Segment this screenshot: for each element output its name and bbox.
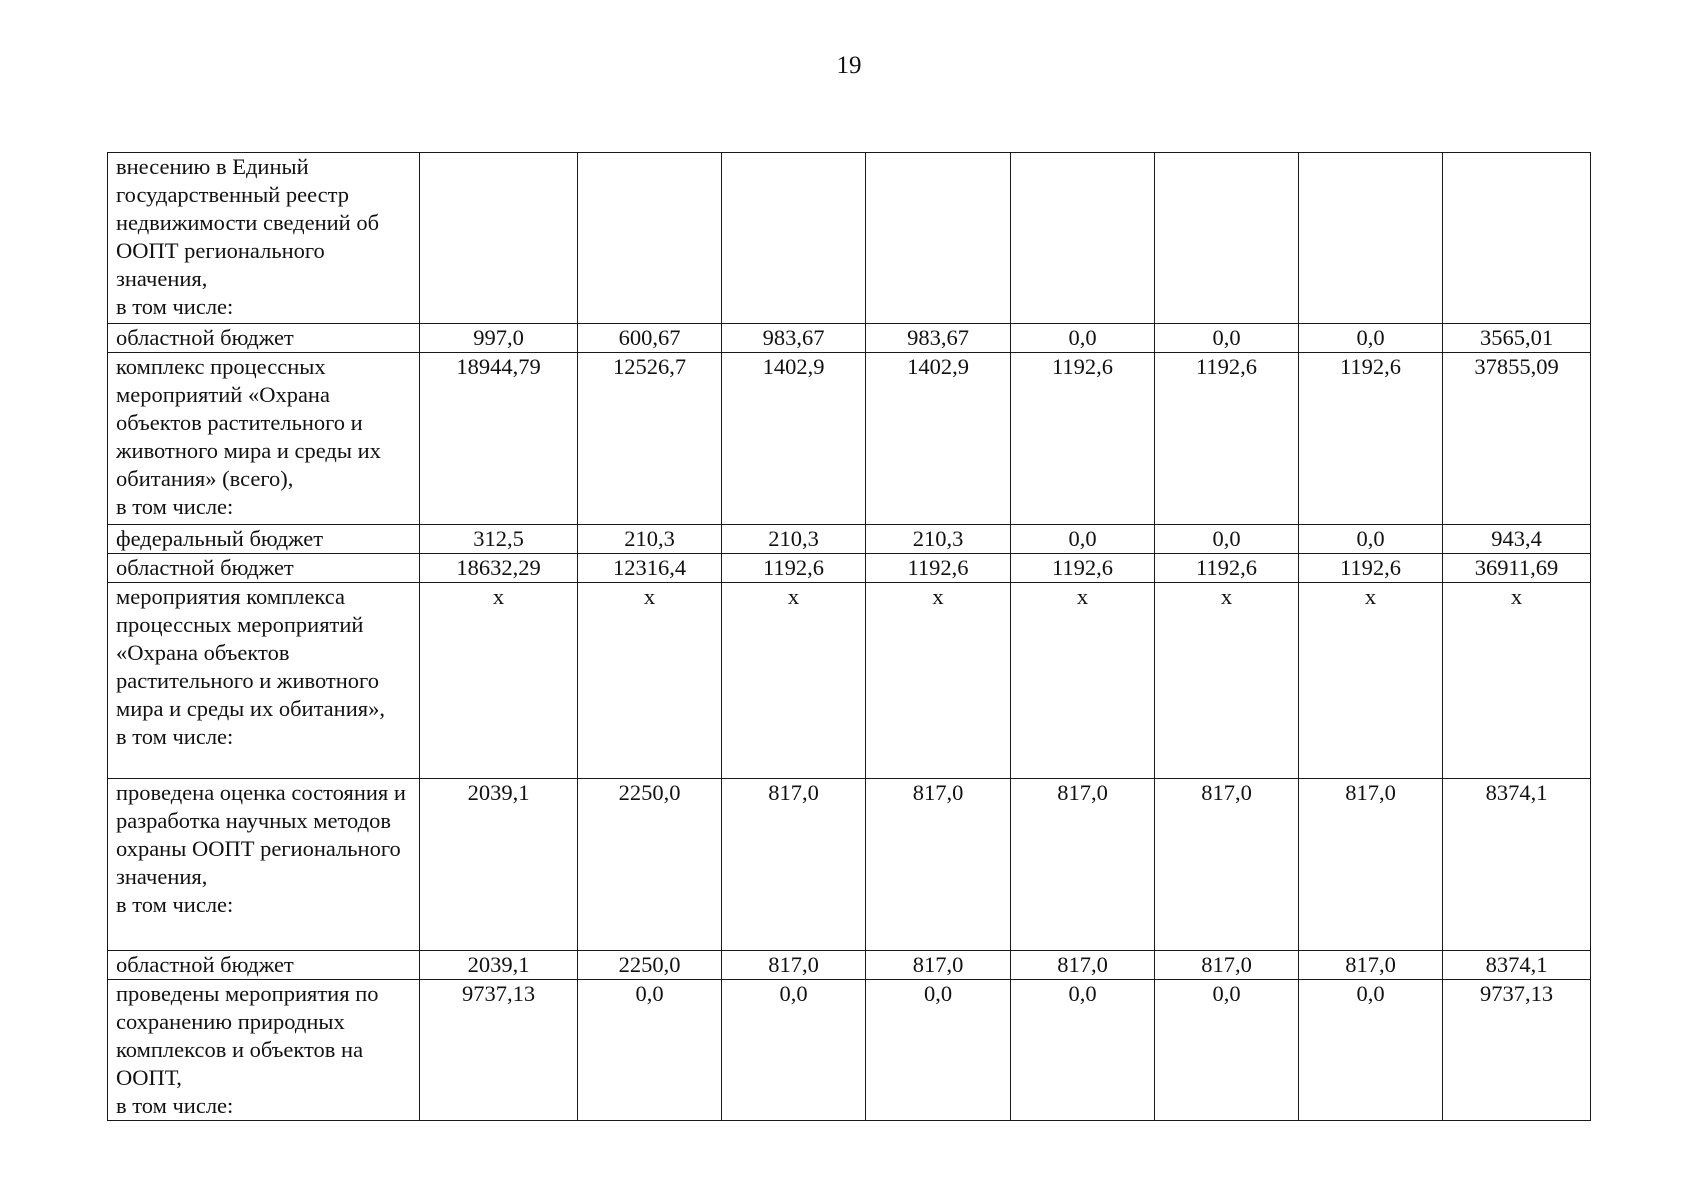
- value-cell: 0,0: [1155, 324, 1299, 353]
- value-cell: x: [866, 583, 1011, 779]
- value-cell: 0,0: [1155, 980, 1299, 1121]
- value-cell: 817,0: [1299, 779, 1443, 951]
- row-label: проведены мероприятия по сохранению природных комплексов и объектов на ООПТ, в том числе:: [108, 980, 420, 1121]
- value-cell: x: [1011, 583, 1155, 779]
- value-cell: 1192,6: [866, 554, 1011, 583]
- value-cell: 0,0: [1155, 525, 1299, 554]
- value-cell: 600,67: [578, 324, 722, 353]
- value-cell: 18944,79: [420, 353, 578, 525]
- table-row: [108, 980, 1591, 1121]
- value-cell: 1192,6: [1155, 353, 1299, 525]
- value-cell: [866, 153, 1011, 324]
- value-cell: 983,67: [866, 324, 1011, 353]
- row-label: областной бюджет: [108, 951, 420, 980]
- value-cell: 817,0: [1155, 951, 1299, 980]
- value-cell: 2250,0: [578, 779, 722, 951]
- value-cell: 997,0: [420, 324, 578, 353]
- value-cell: 210,3: [578, 525, 722, 554]
- value-cell: 8374,1: [1443, 951, 1591, 980]
- value-cell: [722, 153, 866, 324]
- row-label: федеральный бюджет: [108, 525, 420, 554]
- value-cell: 1192,6: [1011, 554, 1155, 583]
- value-cell: 1192,6: [1011, 353, 1155, 525]
- row-label: комплекс процессных мероприятий «Охрана объектов растительного и животного мира и среды их обитания» (всего), в том числе:: [108, 353, 420, 525]
- value-cell: 0,0: [722, 980, 866, 1121]
- value-cell: 0,0: [866, 980, 1011, 1121]
- value-cell: 0,0: [1299, 324, 1443, 353]
- value-cell: 312,5: [420, 525, 578, 554]
- row-label: внесению в Единый государственный реестр недвижимости сведений об ООПТ регионального значения, в том числе:: [108, 153, 420, 324]
- value-cell: 2039,1: [420, 951, 578, 980]
- value-cell: 0,0: [1011, 525, 1155, 554]
- table-row: [108, 525, 1591, 554]
- value-cell: 817,0: [722, 779, 866, 951]
- value-cell: 0,0: [1011, 324, 1155, 353]
- table-row: [108, 583, 1591, 779]
- value-cell: x: [578, 583, 722, 779]
- value-cell: 1192,6: [1155, 554, 1299, 583]
- value-cell: 0,0: [1299, 525, 1443, 554]
- value-cell: 2250,0: [578, 951, 722, 980]
- table-row: [108, 951, 1591, 980]
- value-cell: 1402,9: [722, 353, 866, 525]
- value-cell: 210,3: [722, 525, 866, 554]
- value-cell: [420, 153, 578, 324]
- value-cell: 0,0: [1011, 980, 1155, 1121]
- table-row: [108, 779, 1591, 951]
- value-cell: [578, 153, 722, 324]
- value-cell: 9737,13: [1443, 980, 1591, 1121]
- value-cell: 37855,09: [1443, 353, 1591, 525]
- value-cell: 1192,6: [1299, 554, 1443, 583]
- value-cell: 36911,69: [1443, 554, 1591, 583]
- value-cell: 817,0: [1011, 951, 1155, 980]
- value-cell: 943,4: [1443, 525, 1591, 554]
- value-cell: 9737,13: [420, 980, 578, 1121]
- table-row: [108, 324, 1591, 353]
- value-cell: x: [1443, 583, 1591, 779]
- value-cell: 817,0: [866, 779, 1011, 951]
- page-number: 19: [836, 52, 862, 79]
- value-cell: 0,0: [578, 980, 722, 1121]
- value-cell: 817,0: [1155, 779, 1299, 951]
- value-cell: 12526,7: [578, 353, 722, 525]
- value-cell: x: [722, 583, 866, 779]
- value-cell: 210,3: [866, 525, 1011, 554]
- value-cell: 983,67: [722, 324, 866, 353]
- value-cell: 817,0: [866, 951, 1011, 980]
- row-label: областной бюджет: [108, 554, 420, 583]
- table-row: [108, 153, 1591, 324]
- table-body: [108, 153, 1591, 1121]
- value-cell: x: [1155, 583, 1299, 779]
- value-cell: 1402,9: [866, 353, 1011, 525]
- value-cell: x: [420, 583, 578, 779]
- row-label: областной бюджет: [108, 324, 420, 353]
- value-cell: 12316,4: [578, 554, 722, 583]
- value-cell: 8374,1: [1443, 779, 1591, 951]
- row-label: мероприятия комплекса процессных мероприятий «Охрана объектов растительного и животного мира и среды их обитания», в том числе:: [108, 583, 420, 779]
- value-cell: x: [1299, 583, 1443, 779]
- value-cell: 817,0: [1011, 779, 1155, 951]
- value-cell: 0,0: [1299, 980, 1443, 1121]
- value-cell: 18632,29: [420, 554, 578, 583]
- value-cell: 817,0: [1299, 951, 1443, 980]
- value-cell: 817,0: [722, 951, 866, 980]
- value-cell: 2039,1: [420, 779, 578, 951]
- value-cell: [1155, 153, 1299, 324]
- value-cell: 3565,01: [1443, 324, 1591, 353]
- row-label: проведена оценка состояния и разработка научных методов охраны ООПТ регионального значения, в том числе:: [108, 779, 420, 951]
- value-cell: [1443, 153, 1591, 324]
- table-row: [108, 353, 1591, 525]
- value-cell: [1011, 153, 1155, 324]
- value-cell: 1192,6: [1299, 353, 1443, 525]
- value-cell: [1299, 153, 1443, 324]
- value-cell: 1192,6: [722, 554, 866, 583]
- table-row: [108, 554, 1591, 583]
- budget-table: [107, 152, 1591, 1121]
